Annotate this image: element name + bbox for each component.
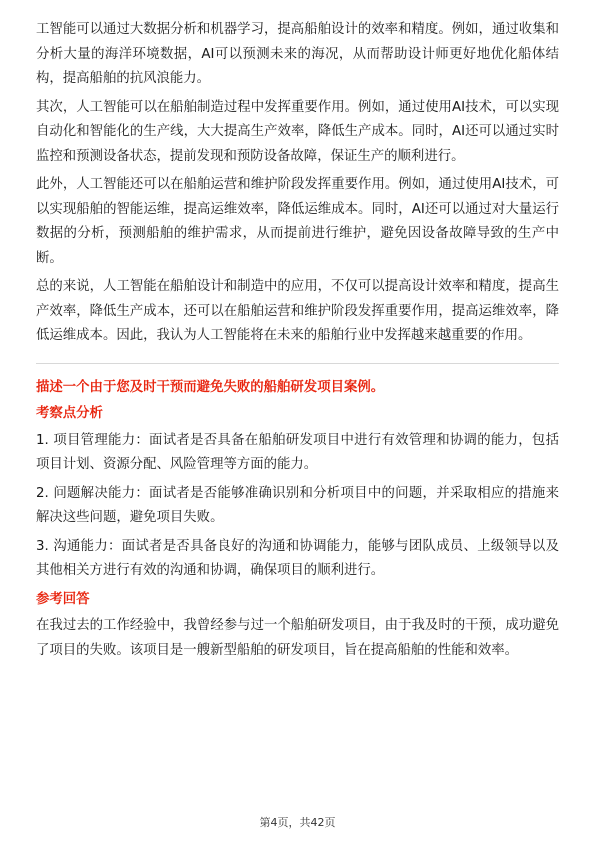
page-content	[36, 18, 559, 667]
reference-answer: 在我过去的工作经验中，我曾经参与过一个船舶研发项目，由于我及时的干预，成功避免了项目的失败。该项目是一艘新型船舶的研发项目，旨在提高船舶的性能和效率。	[36, 618, 559, 658]
reference-heading: 参考回答	[36, 591, 90, 607]
intro-paragraph-4: 总的来说，人工智能在船舶设计和制造中的应用，不仅可以提高设计效率和精度，提高生产效率，降低生产成本，还可以在船舶运营和维护阶段发挥重要作用，提高运维效率，降低运维成本。因此，我认为人工智能将在未来的船舶行业中发挥越来越重要的作用。	[36, 279, 559, 343]
intro-paragraph-2: 其次，人工智能可以在船舶制造过程中发挥重要作用。例如，通过使用AI技术，可以实现自动化和智能化的生产线，大大提高生产效率，降低生产成本。同时，AI还可以通过实时监控和预测设备状态，提前发现和预防设备故障，保证生产的顺利进行。	[36, 99, 559, 164]
section-divider	[36, 363, 559, 364]
intro-paragraph-3: 此外，人工智能还可以在船舶运营和维护阶段发挥重要作用。例如，通过使用AI技术，可以实现船舶的智能运维，提高运维效率，降低运维成本。同时，AI还可以通过对大量运行数据的分析，预测船舶的维护需求，从而提前进行维护，避免因设备故障导致的生产中断。	[36, 177, 559, 266]
intro-paragraph-1: 工智能可以通过大数据分析和机器学习，提高船舶设计的效率和精度。例如，通过收集和分析大量的海洋环境数据，AI可以预测未来的海况，从而帮助设计师更好地优化船体结构，提高船舶的抗风浪能力。	[36, 22, 559, 86]
analysis-item-2: 2. 问题解决能力：面试者是否能够准确识别和分析项目中的问题，并采取相应的措施来解决这些问题，避免项目失败。	[36, 485, 559, 525]
question-title: 描述一个由于您及时干预而避免失败的船舶研发项目案例。	[36, 379, 385, 395]
analysis-heading: 考察点分析	[36, 406, 103, 421]
analysis-item-3: 3. 沟通能力：面试者是否具备良好的沟通和协调能力，能够与团队成员、上级领导以及其他相关方进行有效的沟通和协调，确保项目的顺利进行。	[36, 538, 559, 578]
analysis-item-1: 1. 项目管理能力：面试者是否具备在船舶研发项目中进行有效管理和协调的能力，包括项目计划、资源分配、风险管理等方面的能力。	[36, 432, 559, 472]
page-number: 第4页，共42页	[259, 816, 336, 829]
